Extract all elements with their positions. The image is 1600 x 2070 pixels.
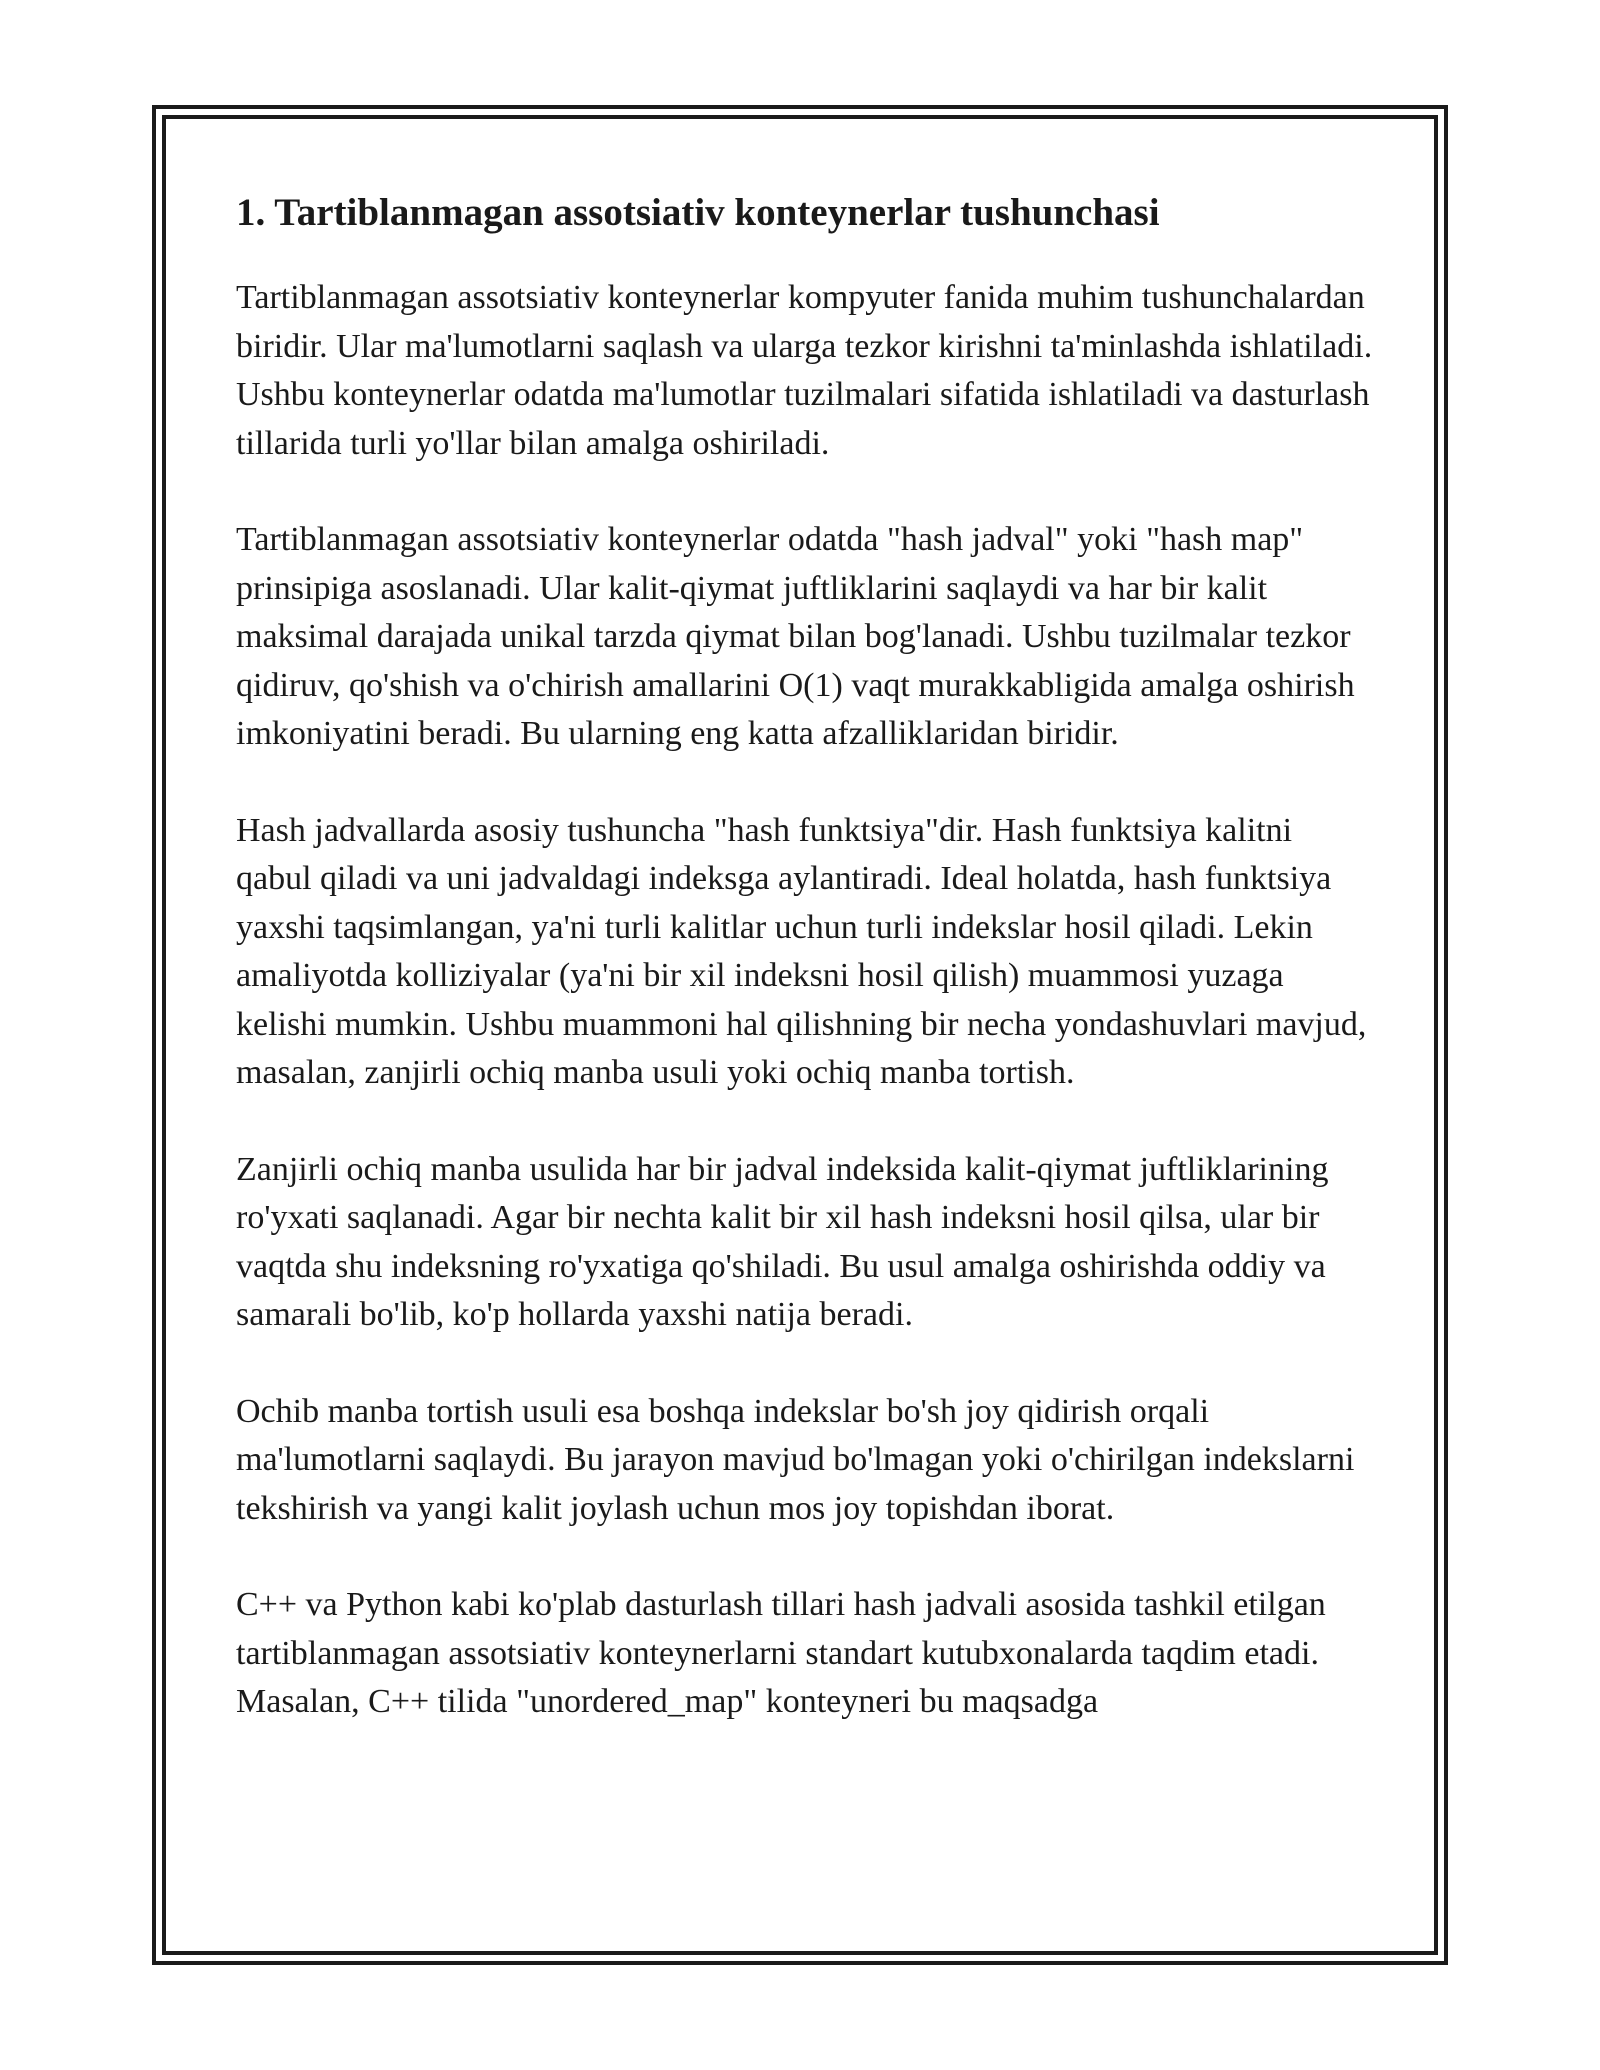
paragraph-open-addressing: Ochib manba tortish usuli esa boshqa indekslar bo'sh joy qidirish orqali ma'lumotlarni saqlaydi. Bu jarayon mavjud bo'lmagan yoki o'chirilgan indekslarni tekshirish va yangi kalit joylash uchun mos joy topishdan iborat.: [236, 1392, 1355, 1527]
section-heading: 1. Tartiblanmagan assotsiativ konteynerlar tushunchasi: [236, 191, 1160, 234]
paragraph-languages: C++ va Python kabi ko'plab dasturlash tillari hash jadvali asosida tashkil etilgan tartiblanmagan assotsiativ konteynerlarni standart kutubxonalarda taqdim etadi. Masalan, C++ tilida "unordered_map" konteyneri bu maqsadga: [236, 1586, 1326, 1720]
paragraph-intro: Tartiblanmagan assotsiativ konteynerlar kompyuter fanida muhim tushunchalardan biridir. Ular ma'lumotlarni saqlash va ularga tezkor kirishni ta'minlashda ishlatiladi. Ushbu konteynerlar odatda ma'lumotlar tuzilmalari sifatida ishlatiladi va dasturlash tillarida turli yo'llar bilan amalga oshiriladi.: [236, 279, 1373, 462]
document-body: [236, 188, 1376, 1775]
paragraph-hash-map: Tartiblanmagan assotsiativ konteynerlar odatda "hash jadval" yoki "hash map" prinsipiga asoslanadi. Ular kalit-qiymat juftliklarini saqlaydi va har bir kalit maksimal darajada unikal tarzda qiymat bilan bog'lanadi. Ushbu tuzilmalar tezkor qidiruv, qo'shish va o'chirish amallarini O(1) vaqt murakkabligida amalga oshirish imkoniyatini beradi. Bu ularning eng katta afzalliklaridan biridir.: [236, 521, 1355, 752]
paragraph-hash-function: Hash jadvallarda asosiy tushuncha "hash funktsiya"dir. Hash funktsiya kalitni qabul qiladi va uni jadvaldagi indeksga aylantiradi. Ideal holatda, hash funktsiya yaxshi taqsimlangan, ya'ni turli kalitlar uchun turli indekslar hosil qiladi. Lekin amaliyotda kolliziyalar (ya'ni bir xil indeksni hosil qilish) muammosi yuzaga kelishi mumkin. Ushbu muammoni hal qilishning bir necha yondashuvlari mavjud, masalan, zanjirli ochiq manba usuli yoki ochiq manba tortish.: [236, 811, 1367, 1091]
paragraph-chaining: Zanjirli ochiq manba usulida har bir jadval indeksida kalit-qiymat juftliklarining ro'yxati saqlanadi. Agar bir nechta kalit bir xil hash indeksni hosil qilsa, ular bir vaqtda shu indeksning ro'yxatiga qo'shiladi. Bu usul amalga oshirishda oddiy va samarali bo'lib, ko'p hollarda yaxshi natija beradi.: [236, 1150, 1329, 1333]
